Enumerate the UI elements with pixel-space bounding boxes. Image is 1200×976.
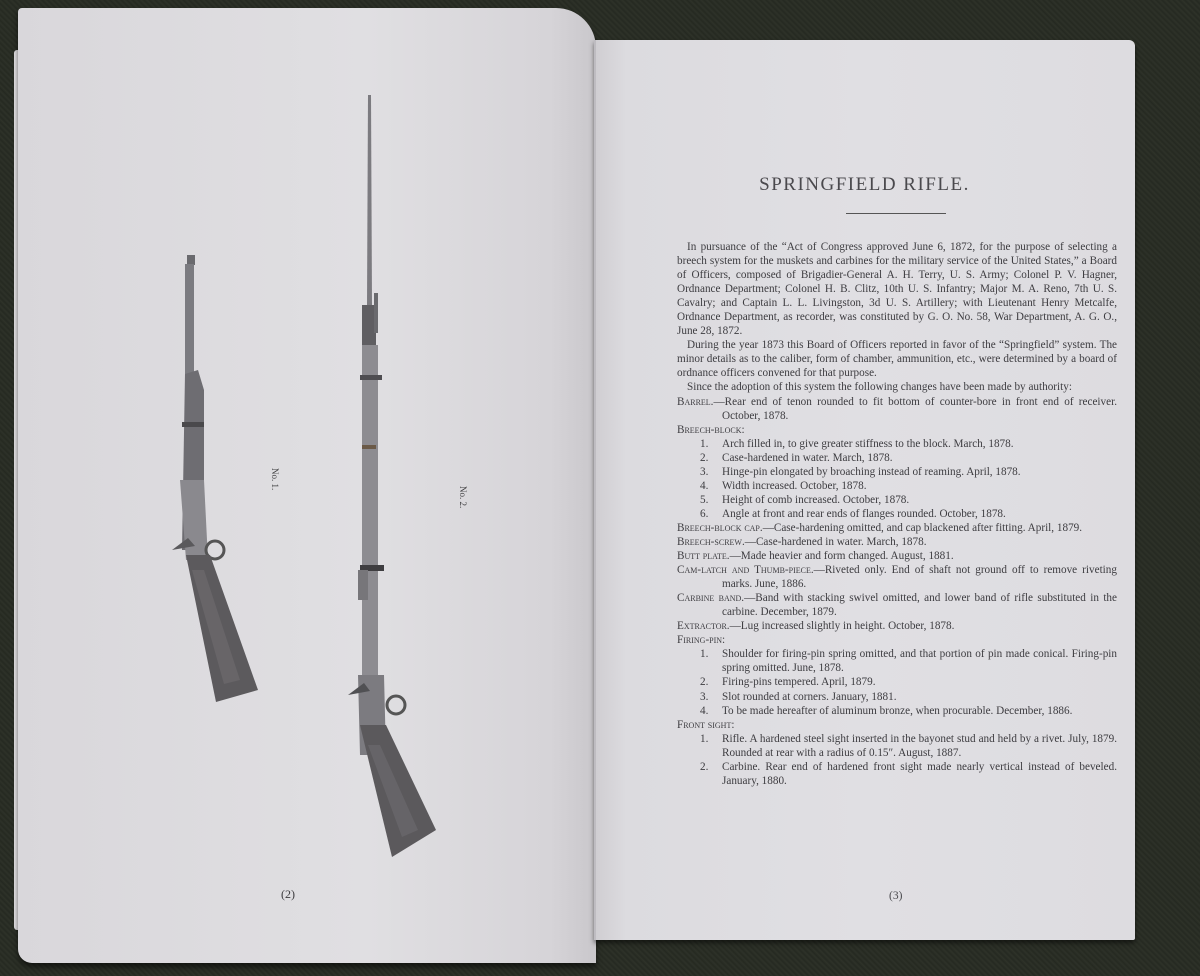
entry-firing-pin: Firing-pin: xyxy=(677,634,726,647)
entry-front-sight: Front sight: xyxy=(677,718,735,731)
page-title: SPRINGFIELD RIFLE. xyxy=(759,174,970,195)
entry-butt-plate: Butt plate.—Made heavier and form changed. August, 1881. xyxy=(677,550,954,563)
entry-breech-block: Breech-block: xyxy=(677,423,745,436)
list-item: 1. Shoulder for firing-pin spring omitted, and that portion of pin made conical. Firing-pin spring omitted. June, 1878. xyxy=(700,648,1117,675)
entry-extractor: Extractor.—Lug increased slightly in height. October, 1878. xyxy=(677,620,955,633)
list-item: 4. Width increased. October, 1878. xyxy=(700,479,867,492)
left-page-number: (2) xyxy=(281,887,295,901)
list-item: 3. Hinge-pin elongated by broaching instead of reaming. April, 1878. xyxy=(700,465,1021,478)
rifle-with-bayonet-illustration xyxy=(340,95,450,865)
list-item: 4. To be made hereafter of aluminum bronze, when procurable. December, 1886. xyxy=(700,704,1073,717)
figure-label-no2: No. 2. xyxy=(458,486,468,509)
entry-cam-latch: Cam-latch and Thumb-piece.—Riveted only. End of shaft not ground off to remove riveting marks. June, 1886. xyxy=(677,564,1117,591)
list-item: 6. Angle at front and rear ends of flanges rounded. October, 1878. xyxy=(700,507,1006,520)
entry-breech-block-cap: Breech-block cap.—Case-hardening omitted, and cap blackened after fitting. April, 1879. xyxy=(677,521,1083,534)
entry-barrel: Barrel.—Rear end of tenon rounded to fit bottom of counter-bore in front end of receiver. October, 1878. xyxy=(677,395,1117,422)
firing-pin-list xyxy=(677,647,1117,717)
body-text xyxy=(677,240,1117,788)
changes-intro-paragraph: Since the adoption of this system the following changes have been made by authority: xyxy=(687,381,1072,394)
list-item: 3. Slot rounded at corners. January, 1881. xyxy=(700,690,897,703)
figure-label-no1: No. 1. xyxy=(270,468,280,491)
list-item: 2. Firing-pins tempered. April, 1879. xyxy=(700,676,876,689)
list-item: 1. Rifle. A hardened steel sight inserted in the bayonet stud and held by a rivet. July, 1879. Rounded at rear with a radius of 0.15″. August, 1887. xyxy=(700,732,1117,759)
breech-block-list xyxy=(677,437,1117,521)
right-page-number: (3) xyxy=(889,890,903,902)
list-item: 2. Case-hardened in water. March, 1878. xyxy=(700,451,893,464)
front-sight-list xyxy=(677,732,1117,788)
board-report-paragraph: During the year 1873 this Board of Officers reported in favor of the “Springfield” system. The minor details as to the caliber, form of chamber, ammunition, etc., were determined by a board of ordnance officers convened for that purpose. xyxy=(677,339,1117,380)
list-item: 1. Arch filled in, to give greater stiffness to the block. March, 1878. xyxy=(700,437,1014,450)
entry-carbine-band: Carbine band.—Band with stacking swivel omitted, and lower band of rifle substituted in the carbine. December, 1879. xyxy=(677,592,1117,619)
list-item: 2. Carbine. Rear end of hardened front sight made nearly vertical instead of beveled. January, 1880. xyxy=(700,760,1117,787)
title-rule xyxy=(846,213,946,214)
left-page xyxy=(18,8,596,963)
list-item: 5. Height of comb increased. October, 1878. xyxy=(700,493,910,506)
entry-breech-screw: Breech-screw.—Case-hardened in water. March, 1878. xyxy=(677,535,927,548)
carbine-illustration xyxy=(160,250,270,710)
intro-paragraph: In pursuance of the “Act of Congress approved June 6, 1872, for the purpose of selecting a breech system for the muskets and carbines for the military service of the United States,” a Board of Officers, composed of Brigadier-General A. H. Terry, U. S. Army; Colonel P. V. Hagner, Ordnance Department; Colonel H. B. Clitz, 10th U. S. Infantry; Major M. A. Reno, 7th U. S. Cavalry; and Captain L. L. Livingston, 3d U. S. Artillery; with Lieutenant Henry Metcalfe, Ordnance Department, as recorder, was constituted by G. O. No. 58, War Department, A. G. O., June 28, 1872. xyxy=(677,241,1117,338)
